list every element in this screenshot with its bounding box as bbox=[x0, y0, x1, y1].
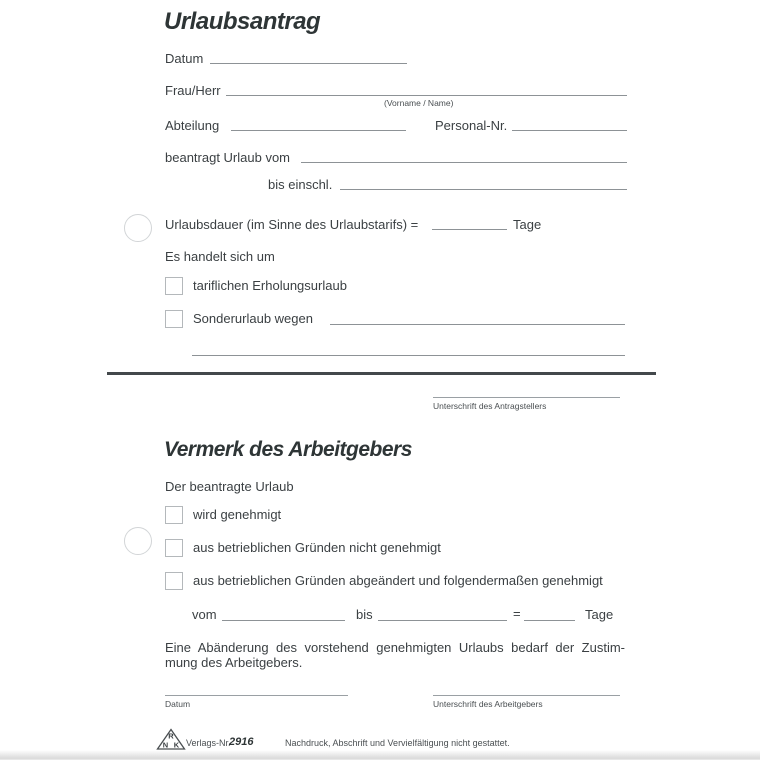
tage-field-line[interactable] bbox=[524, 620, 575, 621]
datum-label: Datum bbox=[165, 51, 204, 66]
sonderurlaub-label: Sonderurlaub wegen bbox=[193, 311, 313, 326]
bis-einschl-field-line[interactable] bbox=[340, 189, 627, 190]
svg-text:R: R bbox=[168, 731, 174, 741]
verlag-number: 2916 bbox=[229, 735, 254, 748]
vorname-name-hint: (Vorname / Name) bbox=[384, 98, 454, 108]
tage-label: Tage bbox=[513, 217, 542, 232]
employer-section-title: Vermerk des Arbeitgebers bbox=[164, 438, 412, 461]
nicht-genehmigt-checkbox[interactable] bbox=[165, 539, 183, 557]
checkbox-row-erholungsurlaub bbox=[165, 277, 347, 295]
personal-nr-field-line[interactable] bbox=[512, 130, 627, 131]
erholungsurlaub-label: tariflichen Erholungsurlaub bbox=[193, 278, 347, 293]
bis-einschl-label: bis einschl. bbox=[268, 177, 333, 192]
vom-label: vom bbox=[192, 607, 217, 622]
name-field-line[interactable] bbox=[226, 95, 627, 96]
svg-text:K: K bbox=[173, 740, 180, 750]
checkbox-row-nicht-genehmigt bbox=[165, 539, 441, 557]
urlaubsdauer-label: Urlaubsdauer (im Sinne des Urlaubstarifs) = bbox=[165, 217, 419, 232]
nicht-genehmigt-label: aus betrieblichen Gründen nicht genehmigt bbox=[193, 540, 441, 555]
abaenderung-note bbox=[165, 640, 625, 670]
employer-intro-label: Der beantragte Urlaub bbox=[165, 479, 294, 494]
erholungsurlaub-checkbox[interactable] bbox=[165, 277, 183, 295]
arbeitgeber-signature-line[interactable] bbox=[433, 695, 620, 696]
svg-text:N: N bbox=[162, 740, 169, 750]
abgeaendert-label: aus betrieblichen Gründen abgeändert und folgendermaßen genehmigt bbox=[193, 573, 603, 588]
checkbox-row-abgeaendert bbox=[165, 572, 603, 590]
punch-hole-top bbox=[124, 214, 152, 242]
bis-label: bis bbox=[356, 607, 373, 622]
copyright-notice: Nachdruck, Abschrift und Vervielfältigung nicht gestattet. bbox=[285, 738, 510, 748]
urlaubsdauer-field-line[interactable] bbox=[432, 229, 507, 230]
arbeitgeber-signature-label: Unterschrift des Arbeitgebers bbox=[433, 699, 543, 709]
checkbox-row-genehmigt bbox=[165, 506, 281, 524]
frau-herr-label: Frau/Herr bbox=[165, 83, 221, 98]
punch-hole-bottom bbox=[124, 527, 152, 555]
abaenderung-note-line2: mung des Arbeitgebers. bbox=[165, 655, 303, 670]
beantragt-label: beantragt Urlaub vom bbox=[165, 150, 291, 165]
scan-edge-shadow bbox=[0, 750, 760, 760]
personal-nr-label: Personal-Nr. bbox=[435, 118, 508, 133]
abgeaendert-checkbox[interactable] bbox=[165, 572, 183, 590]
verlag-nr-label: Verlags-Nr. bbox=[186, 738, 231, 748]
page-title: Urlaubsantrag bbox=[164, 8, 321, 35]
es-handelt-label: Es handelt sich um bbox=[165, 249, 275, 264]
datum-signature-label: Datum bbox=[165, 699, 191, 709]
datum-signature-line[interactable] bbox=[165, 695, 348, 696]
tage-label-2: Tage bbox=[585, 607, 614, 622]
datum-field-line[interactable] bbox=[210, 63, 407, 64]
sonderurlaub-field-line[interactable] bbox=[330, 324, 625, 325]
equals-sign: = bbox=[513, 606, 521, 621]
abteilung-label: Abteilung bbox=[165, 118, 220, 133]
abteilung-field-line[interactable] bbox=[231, 130, 406, 131]
genehmigt-checkbox[interactable] bbox=[165, 506, 183, 524]
checkbox-row-sonderurlaub bbox=[165, 310, 313, 328]
urlaub-vom-field-line[interactable] bbox=[301, 162, 627, 163]
abaenderung-note-line1: Eine Abänderung des vorstehend genehmigten Urlaubs bedarf der Zustim- bbox=[165, 640, 625, 655]
bis-field-line[interactable] bbox=[378, 620, 507, 621]
genehmigt-label: wird genehmigt bbox=[193, 507, 282, 522]
antragsteller-signature-line[interactable] bbox=[433, 397, 620, 398]
vom-field-line[interactable] bbox=[222, 620, 345, 621]
sonderurlaub-checkbox[interactable] bbox=[165, 310, 183, 328]
sonderurlaub-field-line-2[interactable] bbox=[192, 355, 625, 356]
section-divider bbox=[107, 372, 656, 375]
antragsteller-signature-label: Unterschrift des Antragstellers bbox=[433, 401, 547, 411]
rnk-verlag-logo-icon bbox=[156, 728, 186, 751]
